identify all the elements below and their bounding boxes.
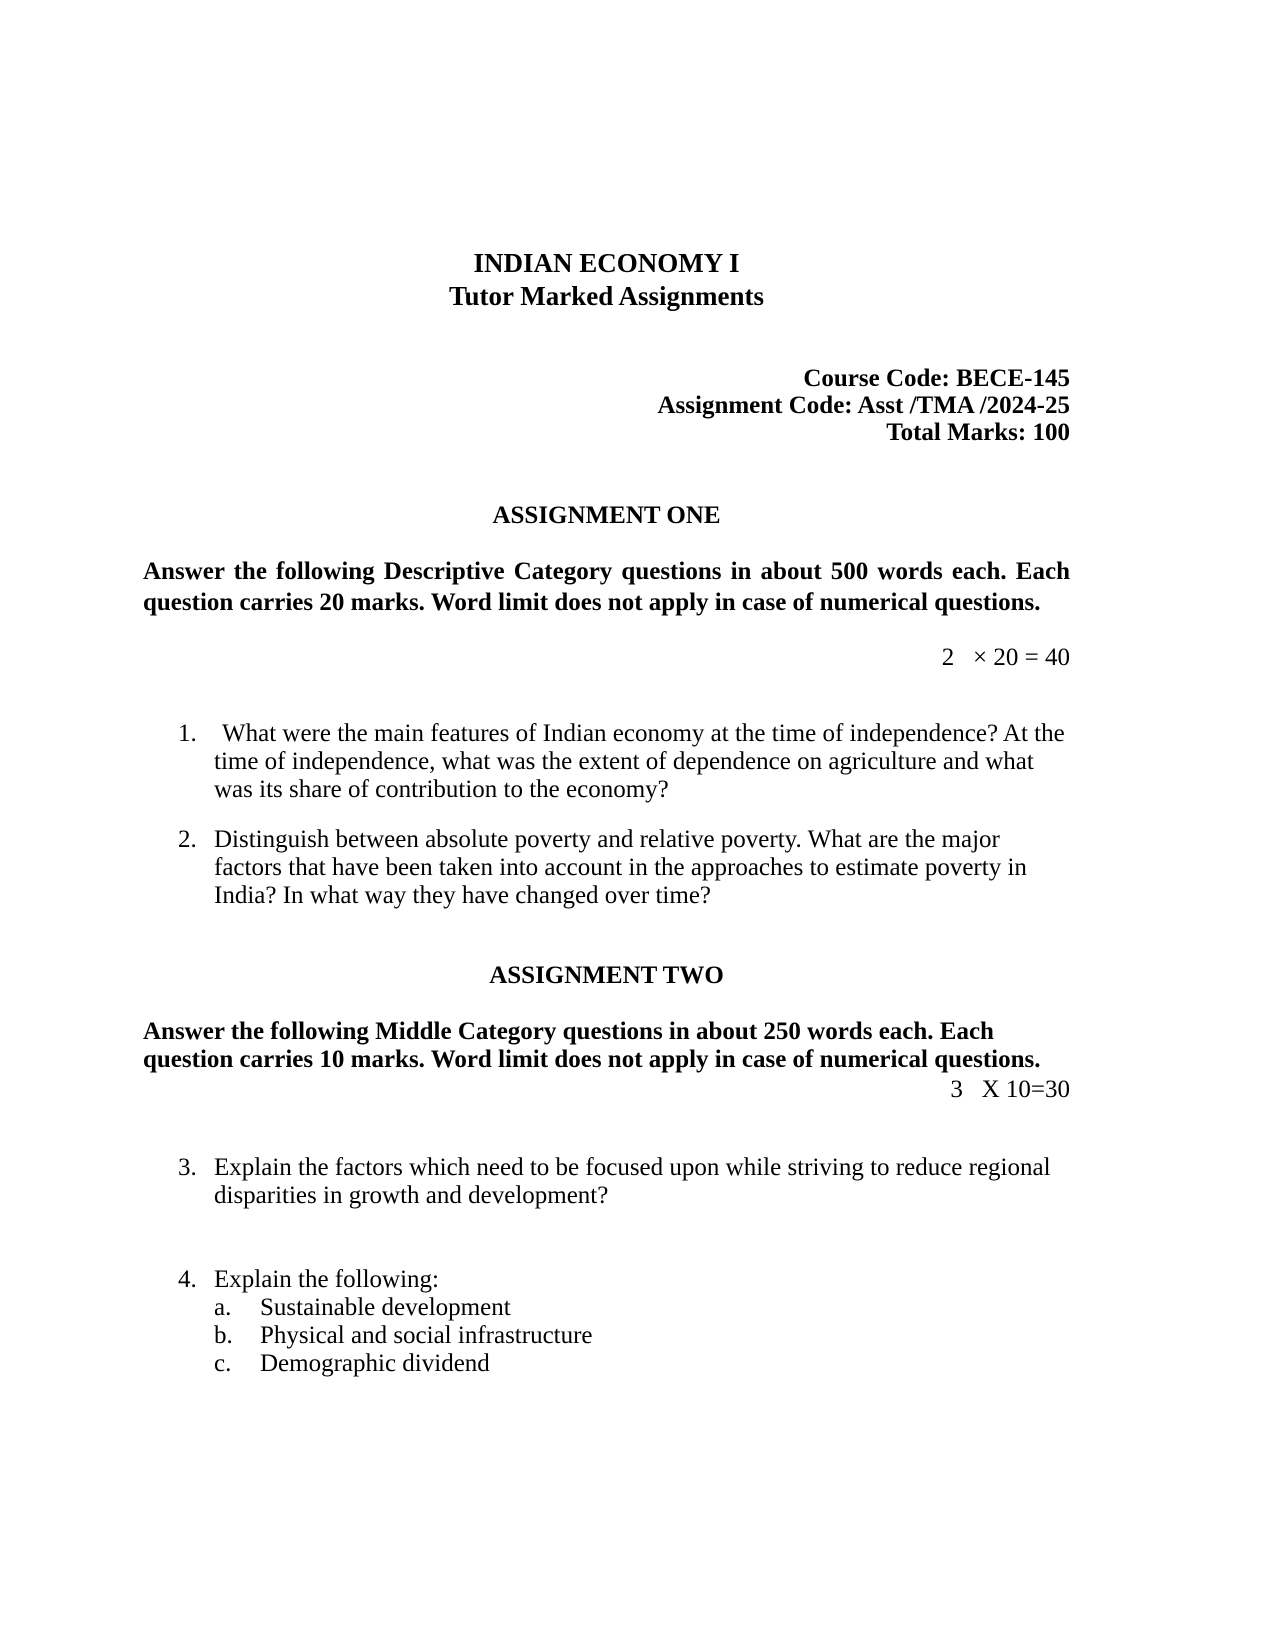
assignment-one-marks-formula: 2 × 20 = 40: [941, 644, 1070, 671]
question-2-number: 2.: [178, 826, 197, 853]
question-3-number: 3.: [178, 1154, 197, 1181]
course-title: INDIAN ECONOMY I: [473, 248, 740, 278]
assignment-code: Assignment Code: Asst /TMA /2024-25: [657, 392, 1070, 419]
document-title-block: [143, 247, 1070, 313]
subitem-b-label: b.: [214, 1322, 233, 1349]
question-1-number: 1.: [178, 720, 197, 747]
question-4-number: 4.: [178, 1266, 197, 1293]
course-code-block: [143, 365, 1070, 446]
question-2-text: Distinguish between absolute poverty and relative poverty. What are the major factors that have been taken into account in the approaches to estimate poverty in India? In what way they have changed over time?: [214, 826, 1027, 909]
subitem-a-text: Sustainable development: [260, 1294, 511, 1321]
question-4-subitem-a: [214, 1294, 1070, 1322]
question-4-subitem-b: [214, 1322, 1070, 1350]
question-4-subitem-c: [214, 1350, 1070, 1378]
question-2: [178, 826, 1070, 910]
assignment-one-heading: ASSIGNMENT ONE: [492, 502, 721, 529]
assignment-two-marks-formula: 3 X 10=30: [950, 1076, 1070, 1103]
total-marks: Total Marks: 100: [886, 419, 1070, 446]
question-4-text: Explain the following:: [214, 1266, 439, 1293]
subitem-c-text: Demographic dividend: [260, 1350, 490, 1377]
question-4-body: [214, 1266, 1070, 1378]
course-code: Course Code: BECE-145: [803, 365, 1070, 392]
question-4: [178, 1266, 1070, 1378]
subitem-b-text: Physical and social infrastructure: [260, 1322, 593, 1349]
assignment-two-heading: ASSIGNMENT TWO: [489, 962, 724, 989]
question-3: [178, 1154, 1070, 1210]
assignment-one-instructions: Answer the following Descriptive Category questions in about 500 words each. Each question carries 20 marks. Word limit does not apply in case of numerical questions.: [143, 558, 1070, 616]
subitem-a-label: a.: [214, 1294, 232, 1321]
question-3-text: Explain the factors which need to be focused upon while striving to reduce regional disparities in growth and development?: [214, 1154, 1051, 1209]
question-1: [178, 720, 1070, 804]
subitem-c-label: c.: [214, 1350, 232, 1377]
document-subtitle: Tutor Marked Assignments: [448, 281, 765, 311]
question-1-text: What were the main features of Indian economy at the time of independence? At the time of independence, what was the extent of dependence on agriculture and what was its share of contribution to the economy?: [214, 720, 1065, 803]
assignment-two-instructions: Answer the following Middle Category questions in about 250 words each. Each question carries 10 marks. Word limit does not apply in case of numerical questions.: [143, 1018, 1041, 1073]
